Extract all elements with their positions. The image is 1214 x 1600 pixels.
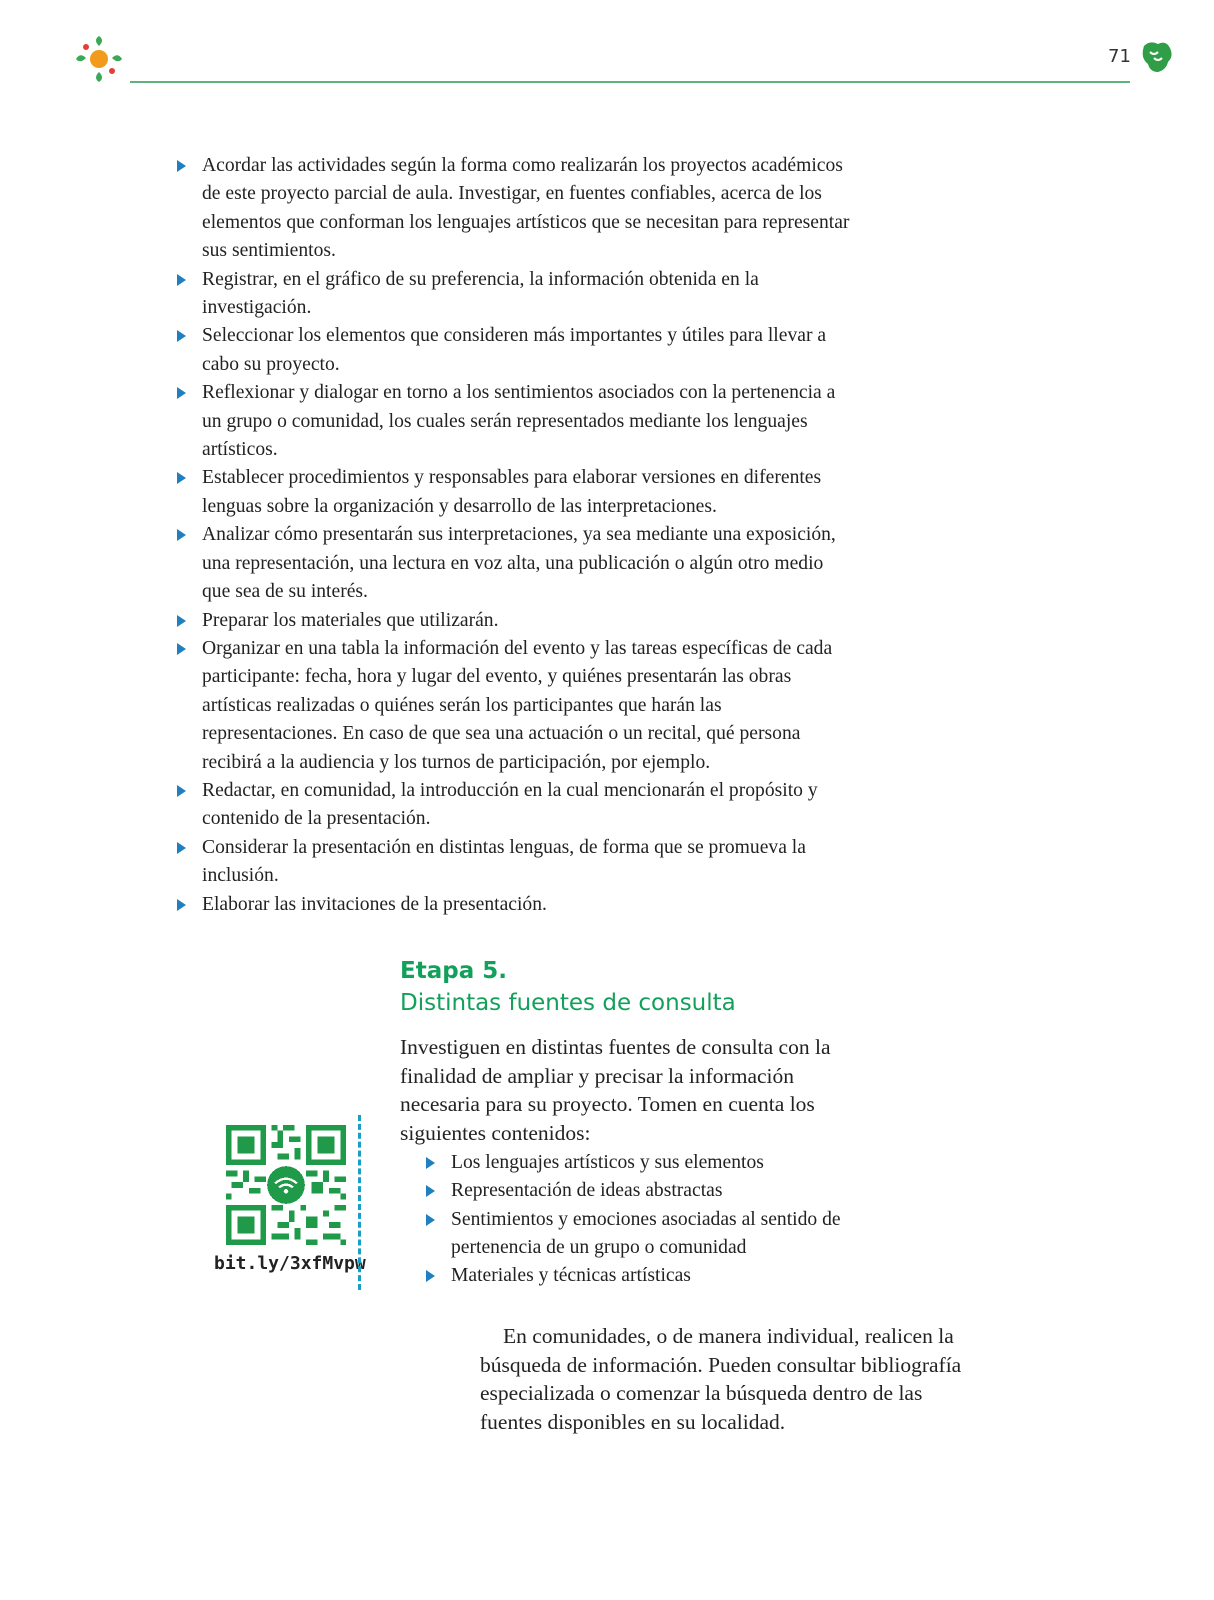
stage-label: Etapa 5. <box>400 958 507 984</box>
triangle-bullet-icon <box>177 899 186 911</box>
task-text: Redactar, en comunidad, la introducción en la cual mencionarán el propósito y contenido de la presentación. <box>202 779 818 830</box>
triangle-bullet-icon <box>177 842 186 854</box>
list-item <box>425 1149 885 1177</box>
list-item <box>176 834 856 891</box>
task-text: Acordar las actividades según la forma como realizarán los proyectos académicos de este proyecto parcial de aula. Investigar, en fuentes confiables, acerca de los elementos que conforman los lenguajes artísticos que se necesitan para representar sus sentimientos. <box>202 155 850 262</box>
qr-link-text[interactable]: bit.ly/3xfMvpw <box>214 1253 366 1274</box>
task-list <box>176 152 856 919</box>
triangle-bullet-icon <box>426 1157 435 1169</box>
list-item <box>176 607 856 635</box>
page-number: 71 <box>1108 46 1131 67</box>
list-item <box>425 1177 885 1205</box>
green-mascot-icon <box>1140 40 1174 74</box>
triangle-bullet-icon <box>177 643 186 655</box>
list-item <box>176 635 856 777</box>
task-text: Registrar, en el gráfico de su preferencia, la información obtenida en la investigación. <box>202 268 759 319</box>
task-text: Considerar la presentación en distintas lenguas, de forma que se promueva la inclusión. <box>202 836 806 887</box>
list-item <box>176 521 856 606</box>
triangle-bullet-icon <box>426 1185 435 1197</box>
book-logo-icon <box>72 33 126 85</box>
stage-title: Distintas fuentes de consulta <box>400 990 736 1016</box>
triangle-bullet-icon <box>177 387 186 399</box>
triangle-bullet-icon <box>177 785 186 797</box>
topic-text: Materiales y técnicas artísticas <box>451 1265 691 1287</box>
closing-paragraph: En comunidades, o de manera individual, realicen la búsqueda de información. Pueden consultar bibliografía especializada o comenzar la búsqueda dentro de las fuentes disponibles en su localidad. <box>480 1324 962 1434</box>
triangle-bullet-icon <box>177 330 186 342</box>
list-item <box>176 322 856 379</box>
section-heading <box>400 955 736 1019</box>
topic-list <box>425 1149 885 1290</box>
header-divider <box>130 81 1130 83</box>
topic-text: Representación de ideas abstractas <box>451 1180 723 1202</box>
list-item <box>176 891 856 919</box>
triangle-bullet-icon <box>426 1214 435 1226</box>
triangle-bullet-icon <box>426 1270 435 1282</box>
list-item <box>176 152 856 266</box>
task-text: Reflexionar y dialogar en torno a los sentimientos asociados con la pertenencia a un grupo o comunidad, los cuales serán representados mediante los lenguajes artísticos. <box>202 382 836 461</box>
list-item <box>425 1206 885 1263</box>
task-text: Organizar en una tabla la información del evento y las tareas específicas de cada participante: fecha, hora y lugar del evento, y quiénes presentarán las obras artísticas realizadas o quiénes serán los participantes que harán las representaciones. En caso de que sea una actuación o un recital, qué persona recibirá a la audiencia y los turnos de participación, por ejemplo. <box>202 637 833 773</box>
topic-text: Los lenguajes artísticos y sus elementos <box>451 1152 764 1173</box>
qr-code-icon[interactable] <box>226 1125 346 1245</box>
task-text: Analizar cómo presentarán sus interpretaciones, ya sea mediante una exposición, una representación, una lectura en voz alta, una publicación o algún otro medio que sea de su interés. <box>202 524 836 603</box>
list-item <box>176 777 856 834</box>
list-item <box>425 1262 885 1290</box>
triangle-bullet-icon <box>177 160 186 172</box>
task-text: Preparar los materiales que utilizarán. <box>202 609 499 631</box>
triangle-bullet-icon <box>177 472 186 484</box>
list-item <box>176 379 856 464</box>
triangle-bullet-icon <box>177 529 186 541</box>
task-text: Establecer procedimientos y responsables para elaborar versiones en diferentes lenguas sobre la organización y desarrollo de las interpretaciones. <box>202 467 822 517</box>
dashed-divider <box>358 1115 361 1290</box>
triangle-bullet-icon <box>177 274 186 286</box>
qr-block <box>214 1125 364 1290</box>
list-item <box>176 266 856 323</box>
topic-text: Sentimientos y emociones asociadas al sentido de pertenencia de un grupo o comunidad <box>451 1208 841 1258</box>
intro-paragraph: Investiguen en distintas fuentes de consulta con la finalidad de ampliar y precisar la información necesaria para su proyecto. Tomen en cuenta los siguientes contenidos: <box>400 1035 831 1145</box>
list-item <box>176 464 856 521</box>
task-text: Elaborar las invitaciones de la presentación. <box>202 893 547 915</box>
task-text: Seleccionar los elementos que consideren más importantes y útiles para llevar a cabo su proyecto. <box>202 325 827 375</box>
triangle-bullet-icon <box>177 615 186 627</box>
